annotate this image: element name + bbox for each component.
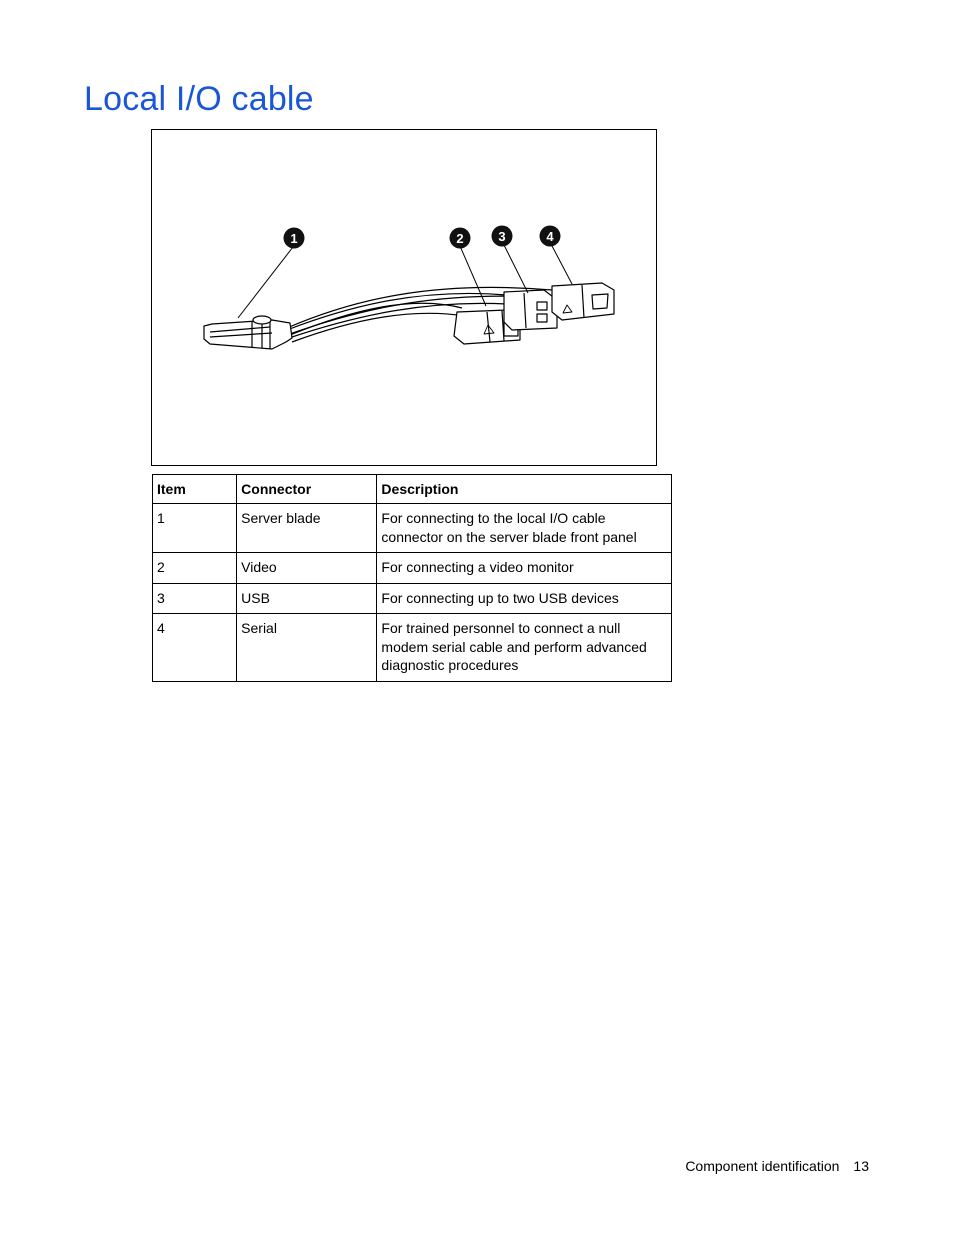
- cell-connector: Server blade: [237, 504, 377, 553]
- page-title: Local I/O cable: [84, 80, 314, 118]
- table-header-row: [153, 475, 672, 504]
- cell-connector: USB: [237, 583, 377, 614]
- callout-1-icon: [284, 228, 305, 249]
- callout-3-icon: [492, 226, 513, 247]
- cell-description: For connecting a video monitor: [377, 553, 672, 584]
- page-number: 13: [853, 1158, 869, 1174]
- cell-description: For trained personnel to connect a null modem serial cable and perform advanced diagnostic procedures: [377, 614, 672, 682]
- svg-text:2: 2: [456, 231, 464, 246]
- table-row: [153, 504, 672, 553]
- svg-text:4: 4: [546, 229, 554, 244]
- cell-description: For connecting up to two USB devices: [377, 583, 672, 614]
- svg-text:1: 1: [290, 231, 298, 246]
- footer-section: Component identification: [685, 1158, 840, 1174]
- usb-connector: [504, 290, 557, 330]
- table-row: [153, 583, 672, 614]
- local-io-cable-figure: [151, 129, 657, 466]
- header-description: Description: [377, 475, 672, 504]
- table-row: [153, 614, 672, 682]
- svg-text:3: 3: [498, 229, 506, 244]
- cell-connector: Video: [237, 553, 377, 584]
- header-connector: Connector: [237, 475, 377, 504]
- connector-table: [152, 474, 672, 682]
- table-row: [153, 553, 672, 584]
- header-item: Item: [153, 475, 237, 504]
- cell-connector: Serial: [237, 614, 377, 682]
- serial-connector: [552, 283, 614, 320]
- cell-item: 1: [153, 504, 237, 553]
- server-blade-connector: [204, 316, 292, 349]
- cell-item: 2: [153, 553, 237, 584]
- cell-description: For connecting to the local I/O cable connector on the server blade front panel: [377, 504, 672, 553]
- cell-item: 3: [153, 583, 237, 614]
- callout-4-icon: [540, 226, 561, 247]
- cell-item: 4: [153, 614, 237, 682]
- page-footer: [685, 1158, 869, 1174]
- callout-2-icon: [450, 228, 471, 249]
- cable-illustration: [152, 130, 658, 467]
